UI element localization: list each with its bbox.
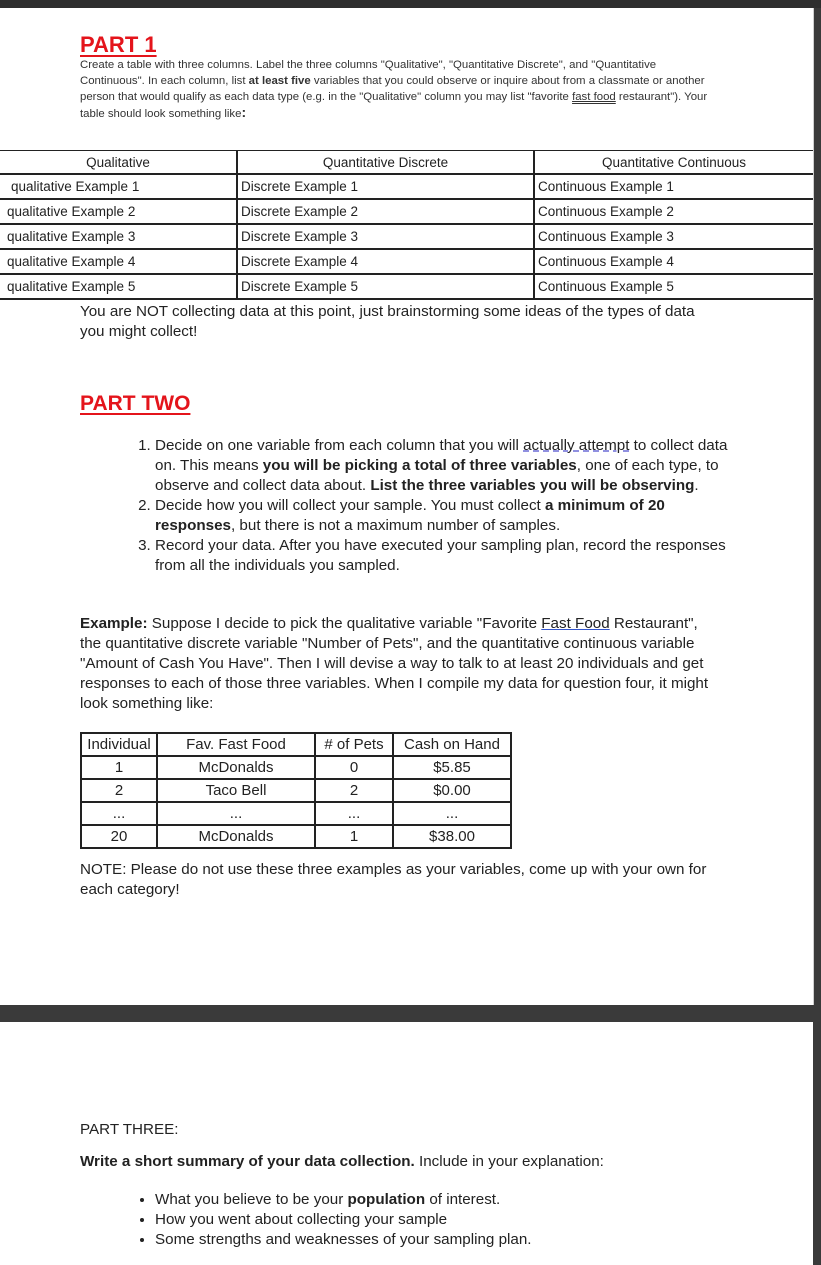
step-item bbox=[155, 436, 730, 496]
table-cell: 20 bbox=[81, 825, 157, 848]
list-item: • Some strengths and weaknesses of your sampling plan. bbox=[155, 1230, 755, 1250]
step-text-bold: you will be picking a total of three variables bbox=[262, 457, 577, 474]
table-cell: Discrete Example 4 bbox=[237, 249, 534, 274]
step-text: , but there is not a maximum number of samples. bbox=[230, 517, 561, 534]
top-gutter bbox=[0, 0, 821, 8]
step-text: Decide on one variable from each column that you will bbox=[155, 437, 524, 454]
intro-text: restaurant"). Your table should look something like bbox=[80, 90, 708, 121]
part1-heading: PART 1 bbox=[80, 32, 157, 57]
table-cell: ... bbox=[81, 802, 157, 825]
table-row bbox=[81, 802, 511, 825]
intro-text: variables that you could observe or inquire about from a classmate or another person that would qualify as each data type (e.g. in the "Qualitative" column you may list "favorite bbox=[80, 74, 705, 103]
list-item: • How you went about collecting your sample bbox=[155, 1210, 755, 1230]
example-paragraph bbox=[80, 614, 710, 714]
intro-marked-text: fast food bbox=[572, 90, 616, 103]
step-text: . bbox=[694, 477, 699, 494]
intro-text: Create a table with three columns. Label the three columns "Qualitative", "Quantitative Discrete", and "Quantitative Continuous". In each column, list bbox=[80, 59, 657, 87]
table-cell: qualitative Example 2 bbox=[0, 199, 237, 224]
intro-bold: at least five bbox=[248, 74, 311, 87]
list-item bbox=[155, 1190, 755, 1210]
table-row bbox=[81, 825, 511, 848]
table-cell: Continuous Example 2 bbox=[534, 199, 813, 224]
table-row bbox=[0, 249, 813, 274]
table-cell: Taco Bell bbox=[157, 779, 315, 802]
column-header-qualitative: Qualitative bbox=[0, 151, 237, 175]
table-cell: McDonalds bbox=[157, 825, 315, 848]
table-cell: qualitative Example 4 bbox=[0, 249, 237, 274]
table-cell: Continuous Example 4 bbox=[534, 249, 813, 274]
step-text-flagged: actually attempt bbox=[523, 437, 630, 454]
table-cell: 2 bbox=[81, 779, 157, 802]
table-header-row bbox=[81, 733, 511, 756]
table-row bbox=[0, 274, 813, 299]
table-row bbox=[0, 174, 813, 199]
column-header-pets: # of Pets bbox=[315, 733, 393, 756]
table-cell: $0.00 bbox=[393, 779, 511, 802]
table-header-row bbox=[0, 151, 813, 175]
table-cell: Discrete Example 1 bbox=[237, 174, 534, 199]
table-cell: Discrete Example 5 bbox=[237, 274, 534, 299]
table-cell: qualitative Example 3 bbox=[0, 224, 237, 249]
intro-colon: : bbox=[241, 104, 247, 121]
data-types-table bbox=[0, 150, 813, 300]
example-text: Suppose I decide to pick the qualitative variable "Favorite bbox=[147, 615, 542, 632]
step-text: to collect data on. This means bbox=[155, 437, 728, 474]
step-text: , one of each type, to observe and collect data about. bbox=[155, 457, 719, 494]
step-text: Record your data. After you have executed your sampling plan, record the responses from all the individuals you sampled. bbox=[155, 537, 726, 574]
document-page-1 bbox=[0, 8, 814, 1005]
table-cell: 1 bbox=[315, 825, 393, 848]
bullet-text: of interest. bbox=[425, 1191, 501, 1208]
column-header-fast-food: Fav. Fast Food bbox=[157, 733, 315, 756]
table-cell: ... bbox=[315, 802, 393, 825]
part3-heading: PART THREE: bbox=[80, 1121, 179, 1138]
table-cell: 1 bbox=[81, 756, 157, 779]
bullet-text: What you believe to be your bbox=[155, 1191, 348, 1208]
part1-note: You are NOT collecting data at this point, just brainstorming some ideas of the types of data you might collect! bbox=[80, 303, 695, 340]
step-text: Decide how you will collect your sample. You must collect bbox=[155, 497, 545, 514]
table-cell: qualitative Example 5 bbox=[0, 274, 237, 299]
table-cell: ... bbox=[157, 802, 315, 825]
column-header-discrete: Quantitative Discrete bbox=[237, 151, 534, 175]
example-label: Example: bbox=[80, 615, 148, 632]
example-flagged-text: Fast Food bbox=[541, 615, 610, 632]
part2-steps-list bbox=[131, 436, 730, 576]
lead-text: Include in your explanation: bbox=[414, 1153, 604, 1170]
part3-lead bbox=[80, 1152, 720, 1172]
part3-bullet-list bbox=[131, 1190, 755, 1250]
step-item bbox=[155, 536, 730, 576]
table-cell: $38.00 bbox=[393, 825, 511, 848]
step-item bbox=[155, 496, 730, 536]
step-text-bold: List the three variables you will be observing bbox=[370, 477, 695, 494]
part2-heading: PART TWO bbox=[80, 392, 191, 415]
sample-data-table bbox=[80, 732, 512, 849]
example-text: Restaurant", the quantitative discrete variable "Number of Pets", and the quantitative continuous variable "Amount of Cash You Have". Then I will devise a way to talk to at least 20 individuals and get responses to each of those three variables. When I compile my data for question four, it might look something like: bbox=[80, 615, 709, 712]
page-gutter bbox=[0, 1005, 821, 1022]
part2-note: NOTE: Please do not use these three examples as your variables, come up with your own for each category! bbox=[80, 861, 707, 898]
bullet-bold: population bbox=[347, 1191, 426, 1208]
table-row bbox=[81, 779, 511, 802]
table-row bbox=[81, 756, 511, 779]
table-cell: Continuous Example 1 bbox=[534, 174, 813, 199]
column-header-continuous: Quantitative Continuous bbox=[534, 151, 813, 175]
part1-instructions bbox=[80, 58, 720, 123]
table-cell: Discrete Example 3 bbox=[237, 224, 534, 249]
table-row bbox=[0, 199, 813, 224]
document-page-2 bbox=[0, 1022, 813, 1265]
table-row bbox=[0, 224, 813, 249]
table-cell: McDonalds bbox=[157, 756, 315, 779]
column-header-individual: Individual bbox=[81, 733, 157, 756]
table-cell: 2 bbox=[315, 779, 393, 802]
column-header-cash: Cash on Hand bbox=[393, 733, 511, 756]
table-cell: 0 bbox=[315, 756, 393, 779]
table-cell: ... bbox=[393, 802, 511, 825]
table-cell: Discrete Example 2 bbox=[237, 199, 534, 224]
lead-bold: Write a short summary of your data collection. bbox=[80, 1153, 415, 1170]
table-cell: qualitative Example 1 bbox=[0, 174, 237, 199]
table-cell: $5.85 bbox=[393, 756, 511, 779]
table-cell: Continuous Example 5 bbox=[534, 274, 813, 299]
step-text-bold: a minimum of 20 responses bbox=[155, 497, 665, 534]
table-cell: Continuous Example 3 bbox=[534, 224, 813, 249]
